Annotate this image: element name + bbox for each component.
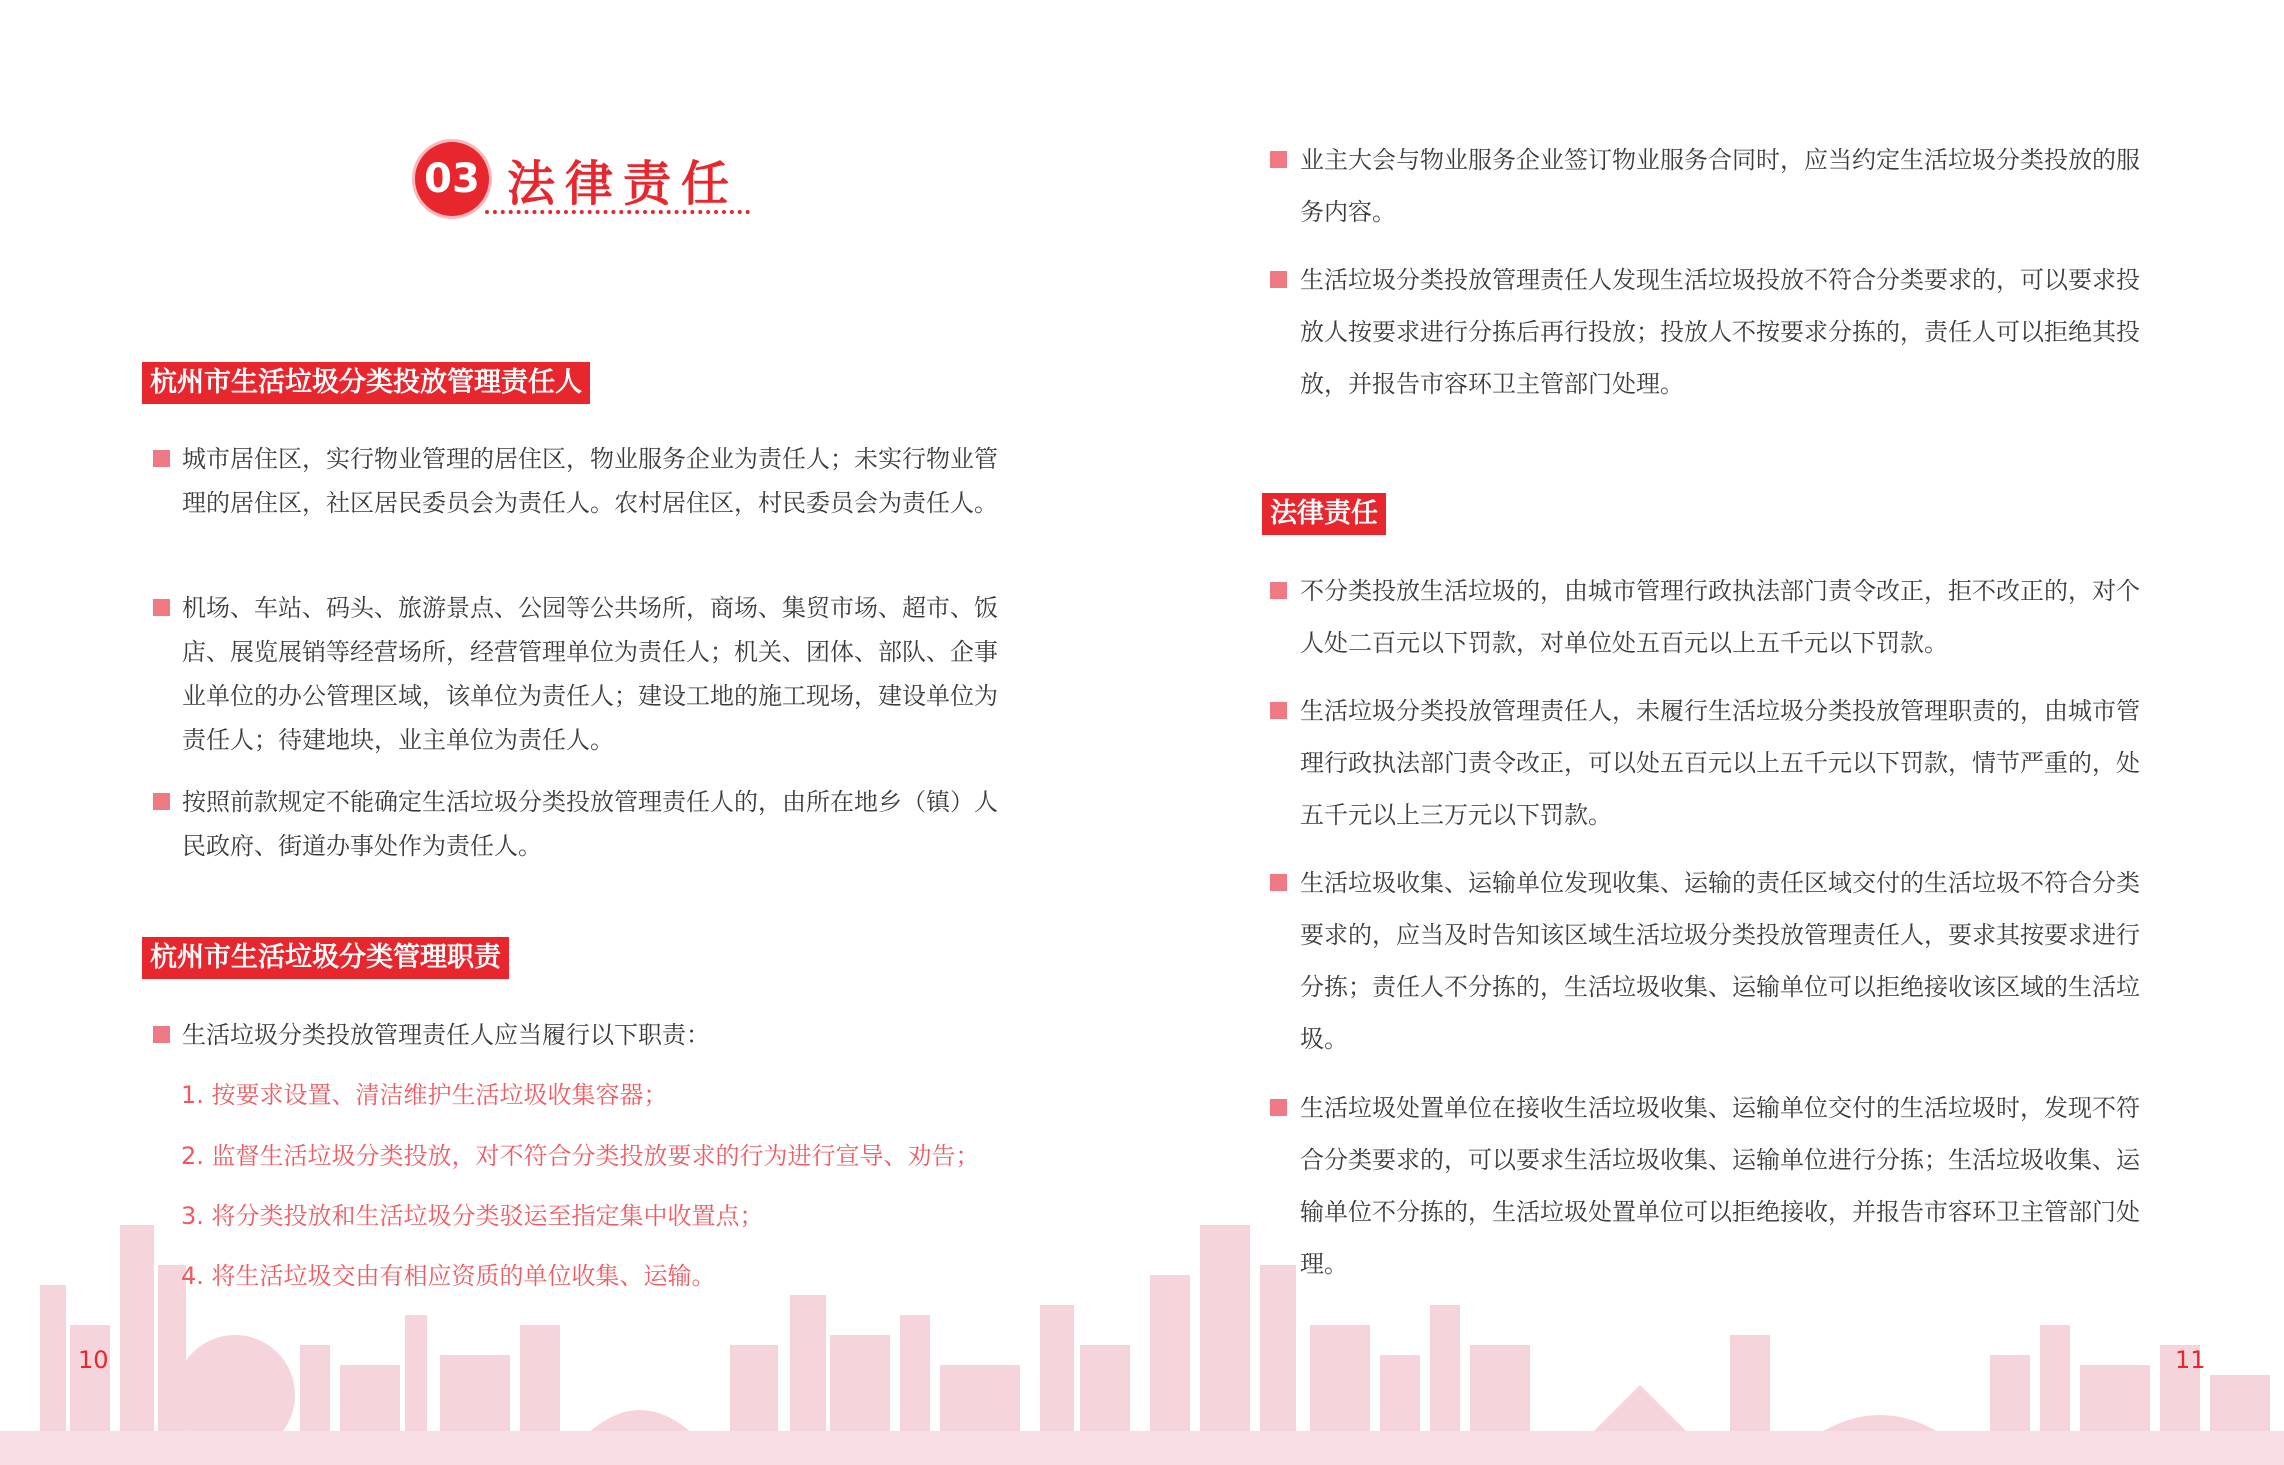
list-item-text: 不分类投放生活垃圾的，由城市管理行政执法部门责令改正，拒不改正的，对个人处二百元以下罚款，对单位处五百元以上五千元以下罚款。 [1300,577,2140,657]
list-item-text: 生活垃圾分类投放管理责任人发现生活垃圾投放不符合分类要求的，可以要求投放人按要求进行分拣后再行投放；投放人不按要求分拣的，责任人可以拒绝其投放，并报告市容环卫主管部门处理。 [1300,266,2140,398]
duty-item: 3. 将分类投放和生活垃圾分类驳运至指定集中收置点； [181,1202,764,1230]
list-item-text: 城市居住区，实行物业管理的居住区，物业服务企业为责任人；未实行物业管理的居住区，社区居民委员会为责任人。农村居住区，村民委员会为责任人。 [182,445,998,517]
bullet-square-icon [1270,874,1287,891]
list-item [1270,685,2140,841]
bullet-square-icon [1270,702,1287,719]
section-tag-legal-liability: 法律责任 [1262,493,1386,535]
list-item [1270,857,2140,1065]
list-item-text: 业主大会与物业服务企业签订物业服务合同时，应当约定生活垃圾分类投放的服务内容。 [1300,146,2140,226]
bullet-square-icon [1270,271,1287,288]
list-item [1270,565,2140,669]
bullet-square-icon [1270,151,1287,168]
bullet-square-icon [1270,1099,1287,1116]
duty-item: 1. 按要求设置、清洁维护生活垃圾收集容器； [181,1081,668,1109]
section-tag-management-duties: 杭州市生活垃圾分类管理职责 [142,937,509,979]
list-item [1270,254,2140,410]
page-number: 11 [2175,1346,2206,1374]
chapter-title: 法律责任 [507,155,740,212]
list-item-text: 按照前款规定不能确定生活垃圾分类投放管理责任人的，由所在地乡（镇）人民政府、街道办事处作为责任人。 [182,788,998,860]
list-item-text: 生活垃圾收集、运输单位发现收集、运输的责任区域交付的生活垃圾不符合分类要求的，应当及时告知该区域生活垃圾分类投放管理责任人，要求其按要求进行分拣；责任人不分拣的，生活垃圾收集、运输单位可以拒绝接收该区域的生活垃圾。 [1300,869,2140,1053]
bullet-square-icon [1270,582,1287,599]
list-item-text: 生活垃圾处置单位在接收生活垃圾收集、运输单位交付的生活垃圾时，发现不符合分类要求的，可以要求生活垃圾收集、运输单位进行分拣；生活垃圾收集、运输单位不分拣的，生活垃圾处置单位可以拒绝接收，并报告市容环卫主管部门处理。 [1300,1094,2140,1278]
list-item-text: 生活垃圾分类投放管理责任人，未履行生活垃圾分类投放管理职责的，由城市管理行政执法部门责令改正，可以处五百元以上五千元以下罚款，情节严重的，处五千元以上三万元以下罚款。 [1300,697,2140,829]
list-item [1270,134,2140,238]
section-tag-responsible-party: 杭州市生活垃圾分类投放管理责任人 [142,362,590,404]
chapter-number-badge: 03 [415,142,489,216]
list-item-text: 生活垃圾分类投放管理责任人应当履行以下职责： [182,1021,710,1049]
duty-item: 4. 将生活垃圾交由有相应资质的单位收集、运输。 [181,1262,716,1290]
duty-item: 2. 监督生活垃圾分类投放，对不符合分类投放要求的行为进行宣导、劝告； [181,1142,980,1170]
page-number: 10 [78,1346,109,1374]
list-item [1270,1082,2140,1290]
list-item-text: 机场、车站、码头、旅游景点、公园等公共场所，商场、集贸市场、超市、饭店、展览展销等经营场所，经营管理单位为责任人；机关、团体、部队、企事业单位的办公管理区域，该单位为责任人；建设工地的施工现场，建设单位为责任人；待建地块，业主单位为责任人。 [182,594,998,754]
